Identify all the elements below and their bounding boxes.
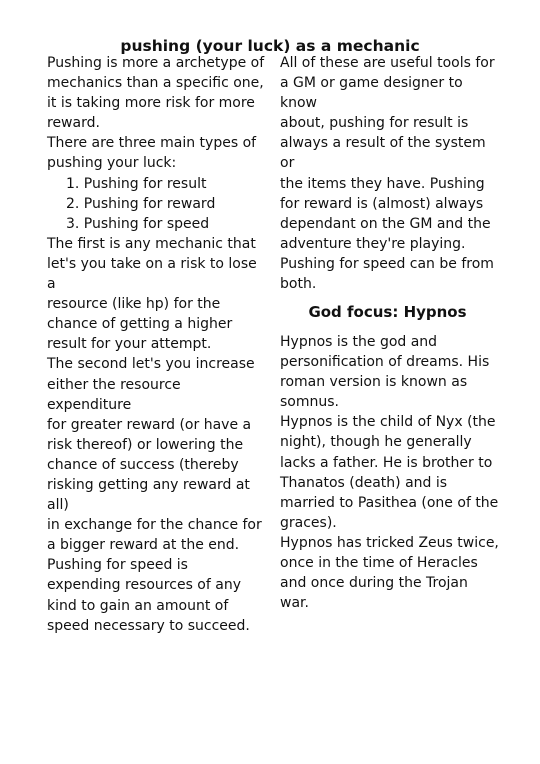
- right-column: [280, 53, 502, 294]
- intro-paragraph: Pushing is more a archetype of mechanics than a specific one, it is taking more risk for more reward.: [47, 55, 265, 132]
- god-focus-body: [280, 332, 502, 613]
- push-for-result-paragraph: The first is any mechanic that let's you take on a risk to lose a resource (like hp) for the chance of getting a higher result for your attempt.: [47, 235, 257, 353]
- hypnos-family-paragraph: Hypnos is the child of Nyx (the night), though he generally lacks a father. He is brother to Thanatos (death) and is married to Pasithea (one of the graces).: [280, 414, 499, 531]
- left-column: [47, 53, 269, 636]
- list-item: 2. Pushing for reward: [66, 195, 216, 212]
- useful-tools-paragraph: All of these are useful tools for a GM or game designer to know about, pushing for result is always a result of the system or the items they have. Pushing for reward is (almost) always dependant on the GM and the adventure they're playing.: [280, 55, 495, 252]
- list-item: 3. Pushing for speed: [66, 215, 210, 232]
- push-for-speed-paragraph: Pushing for speed is expending resources of any kind to gain an amount of speed necessary to succeed.: [47, 557, 250, 634]
- hypnos-zeus-paragraph: Hypnos has tricked Zeus twice, once in the time of Heracles and once during the Trojan war.: [280, 534, 499, 612]
- page-title: pushing (your luck) as a mechanic: [120, 37, 420, 55]
- types-intro-paragraph: There are three main types of pushing your luck:: [47, 135, 257, 172]
- types-list: [47, 174, 269, 234]
- push-for-reward-paragraph: The second let's you increase either the resource expenditure for greater reward (or have a risk thereof) or lowering the chance of success (thereby risking getting any reward at all) in exchange for the chance for a bigger reward at the end.: [47, 356, 262, 554]
- god-focus-heading: God focus: Hypnos: [308, 303, 467, 321]
- list-item: 1. Pushing for result: [66, 175, 207, 192]
- speed-source-paragraph: Pushing for speed can be from both.: [280, 255, 494, 293]
- hypnos-intro-paragraph: Hypnos is the god and personification of dreams. His roman version is known as somnus.: [280, 334, 490, 411]
